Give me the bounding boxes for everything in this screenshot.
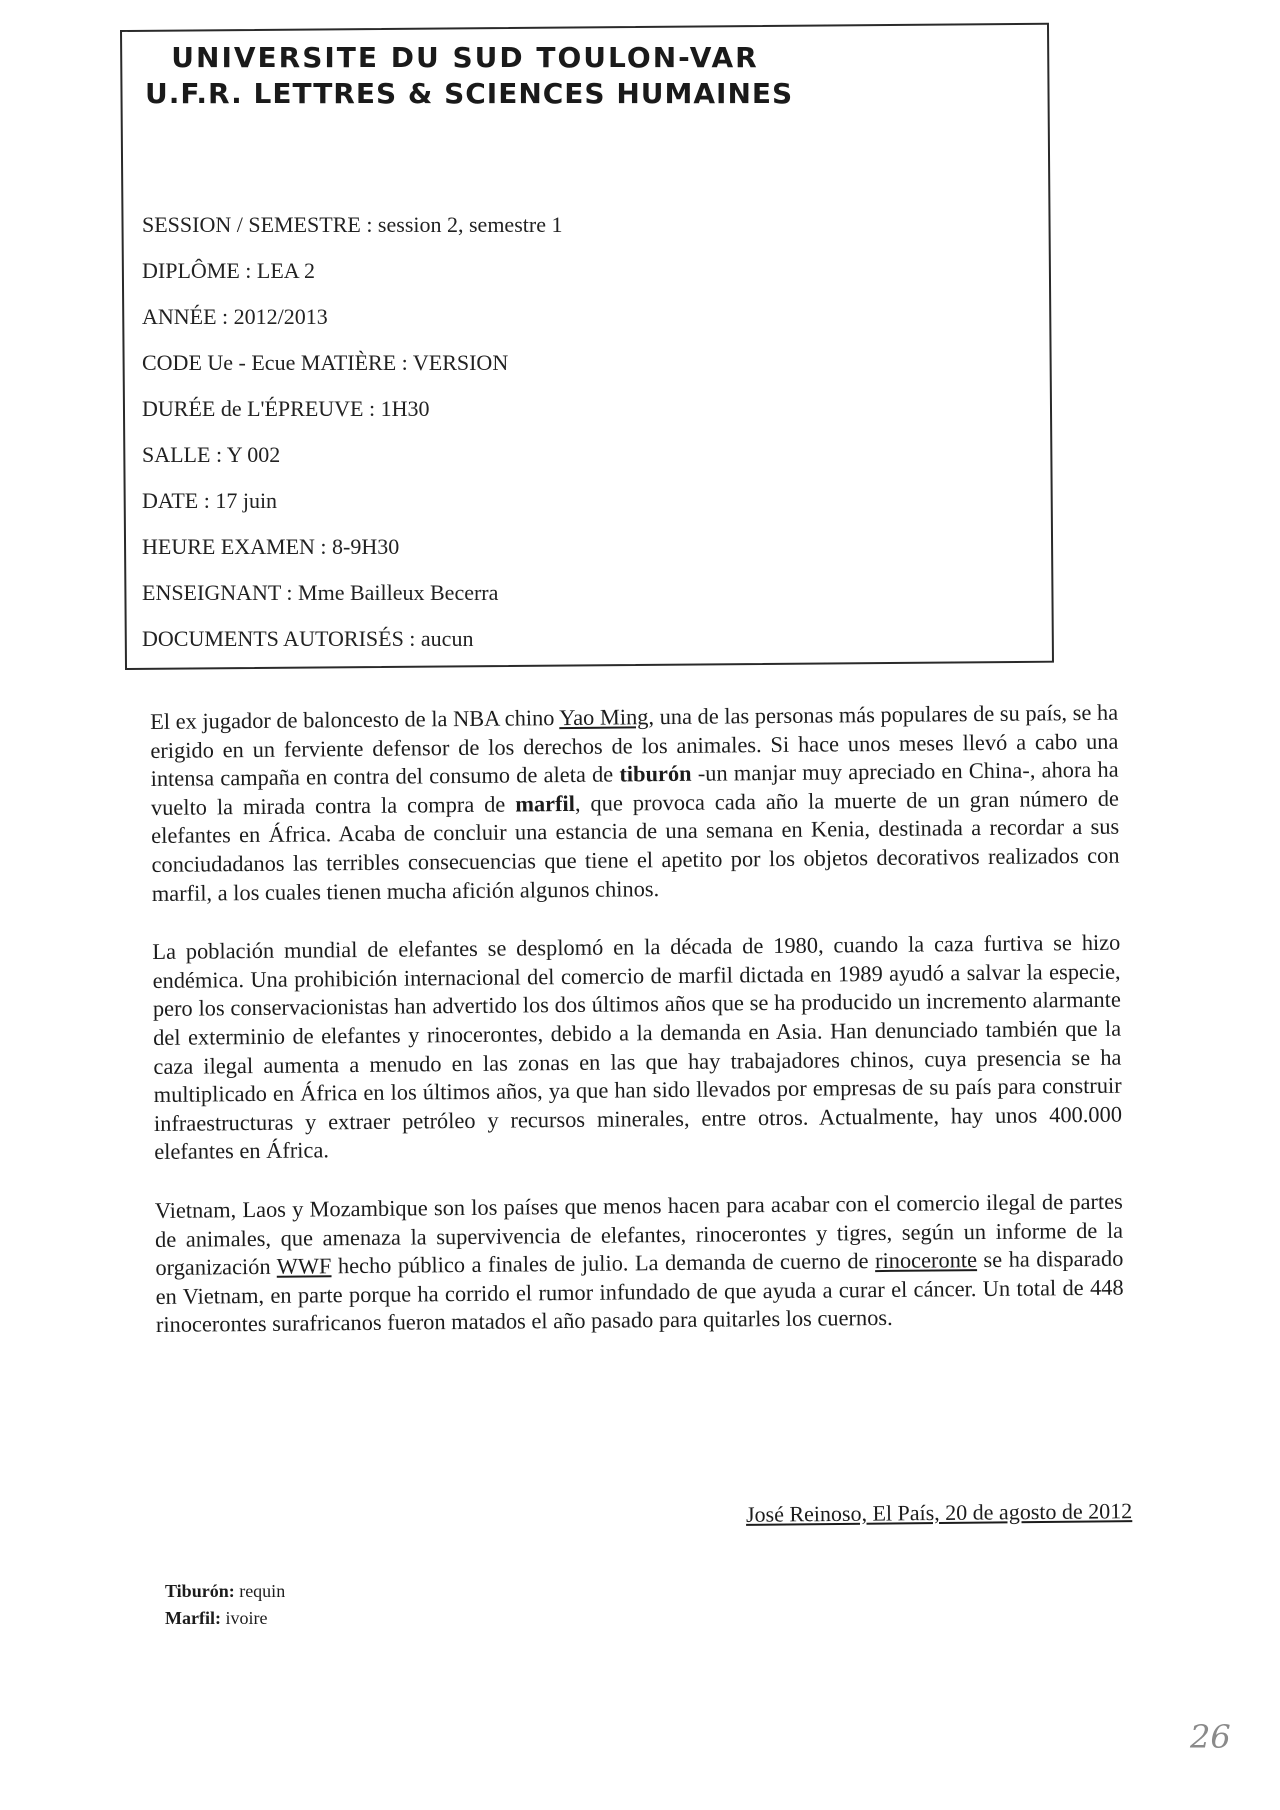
field-session: SESSION / SEMESTRE : session 2, semestre 1 xyxy=(142,212,563,237)
p1-text-a: El ex jugador de baloncesto de la NBA chino xyxy=(150,705,560,734)
field-diplome: DIPLÔME : LEA 2 xyxy=(142,258,315,283)
article-paragraph-1 xyxy=(150,699,1120,908)
glossary-meaning: ivoire xyxy=(220,1608,268,1628)
faculty-name: U.F.R. LETTRES & SCIENCES HUMAINES xyxy=(145,77,794,110)
p3-text-b: hecho público a finales de julio. La demanda de cuerno de xyxy=(331,1248,876,1279)
article-signature: José Reinoso, El País, 20 de agosto de 2012 xyxy=(745,1498,1133,1527)
field-duree: DURÉE de L'ÉPREUVE : 1H30 xyxy=(142,396,430,421)
glossary-meaning: requin xyxy=(234,1581,286,1601)
handwritten-page-number: 26 xyxy=(1190,1718,1231,1756)
exam-info-fields xyxy=(142,202,842,662)
p3-text-c: se ha disparado en Vietnam, en parte porque ha corrido el rumor infundado de que ayuda a curar el cáncer. Un total de 448 rinocerontes surafricanos fueron matados el año pasado para quitarles los cuernos. xyxy=(155,1245,1124,1338)
p3-underlined-rinoceronte: rinoceronte xyxy=(874,1247,978,1274)
article-paragraph-2: La población mundial de elefantes se desplomó en la década de 1980, cuando la caza furtiva se hizo endémica. Una prohibición internacional del comercio de marfil dictada en 1989 ayudó a salvar la especie, pero los conservacionistas han advertido los dos últimos años que se ha producido un incremento alarmante del exterminio de elefantes y rinocerontes, debido a la demanda en Asia. Han denunciado también que la caza ilegal aumenta a menudo en las zonas en las que hay trabajadores chinos, cuya presencia se ha multiplicado en África en los últimos años, ya que han sido llevados por empresas de su país para construir infraestructuras y extraer petróleo y recursos minerales, entre otros. Actualmente, hay unos 400.000 elefantes en África. xyxy=(152,929,1123,1165)
glossary-entry xyxy=(165,1605,285,1632)
field-salle: SALLE : Y 002 xyxy=(142,442,281,467)
university-name: UNIVERSITE DU SUD TOULON-VAR xyxy=(171,41,759,74)
glossary-entry xyxy=(165,1578,285,1605)
p1-underlined-name: Yao Ming xyxy=(559,704,649,731)
article-paragraph-3 xyxy=(155,1188,1124,1340)
field-code-matiere: CODE Ue - Ecue MATIÈRE : VERSION xyxy=(142,350,509,375)
glossary xyxy=(165,1578,285,1632)
p1-text-d: , que provoca cada año la muerte de un gran número de elefantes en África. Acaba de concluir una estancia de una semana en Kenia, destinada a recordar a sus conciudadanos las terribles consecuencias que tiene el apetito por los objetos decorativos realizados con marfil, a los cuales tienen mucha afición algunos chinos. xyxy=(151,785,1120,906)
field-date: DATE : 17 juin xyxy=(142,488,278,513)
glossary-term: Marfil: xyxy=(165,1608,221,1628)
p1-text-c: -un manjar muy apreciado en China-, ahora ha vuelto la mirada contra la compra de xyxy=(150,756,1119,820)
field-annee: ANNÉE : 2012/2013 xyxy=(142,304,328,329)
p1-text-b: , una de las personas más populares de su país, se ha erigido en un ferviente defensor de los derechos de los animales. Si hace unos meses llevó a cabo una intensa campaña en contra del consumo de aleta de xyxy=(150,699,1119,792)
p1-bold-tiburon: tiburón xyxy=(619,760,692,787)
glossary-term: Tiburón: xyxy=(165,1581,235,1601)
p3-underlined-wwf: WWF xyxy=(276,1253,332,1279)
p1-bold-marfil: marfil xyxy=(515,790,576,817)
university-title xyxy=(145,40,794,112)
field-heure: HEURE EXAMEN : 8-9H30 xyxy=(142,534,400,559)
article-text xyxy=(150,699,1124,1370)
field-documents: DOCUMENTS AUTORISÉS : aucun xyxy=(142,626,474,651)
field-enseignant: ENSEIGNANT : Mme Bailleux Becerra xyxy=(142,580,499,605)
p3-text-a: Vietnam, Laos y Mozambique son los países que menos hacen para acabar con el comercio ilegal de partes de animales, que amenaza la supervivencia de elefantes, rinocerontes y tigres, según un informe de la organización xyxy=(154,1188,1124,1281)
